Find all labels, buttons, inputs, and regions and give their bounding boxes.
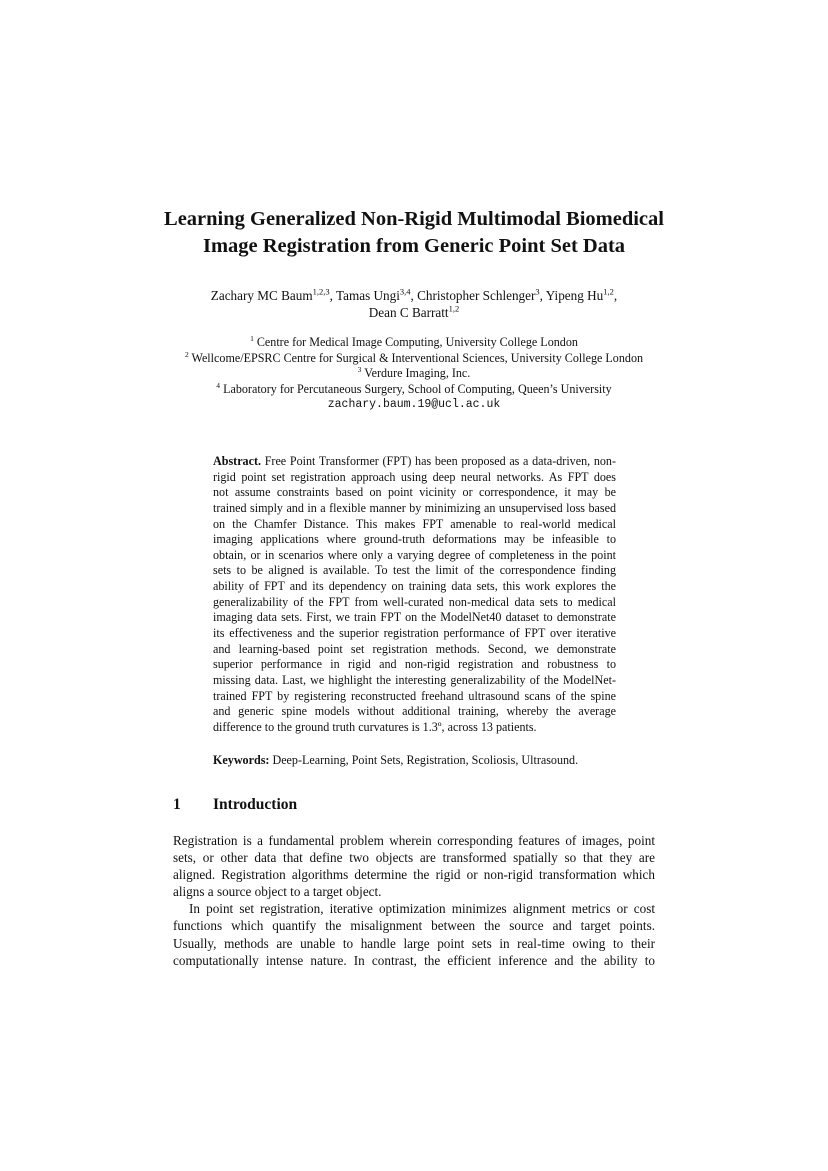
author-affil-mark: 3 [535,286,540,297]
section-number: 1 [173,796,181,813]
affiliation [100,351,728,367]
section-heading [173,795,297,815]
abstract-line: imaging data sets. First, we train FPT on the ModelNet40 dataset to demonstrate [213,610,616,625]
abstract [213,454,616,736]
author-affil-mark: 1,2 [603,286,614,297]
affiliation-number: 2 [184,349,189,359]
author-list [120,287,708,321]
abstract-line: its effectiveness and the superior registration performance of FPT over iterative [213,626,616,641]
affiliation-number: 4 [216,380,221,390]
author-name: , Tamas Ungi [329,288,400,303]
affiliation-text: Centre for Medical Image Computing, University College London [253,335,578,349]
affiliation-text: Wellcome/EPSRC Centre for Surgical & Interventional Sciences, University College London [188,350,644,365]
abstract-line: missing data. Last, we highlight the interesting generalizability of the ModelNet- [213,672,616,687]
author-name: , Christopher Schlenger [410,288,536,303]
abstract-line: rigid point set registration approach using deep neural networks. As FPT does [213,469,616,484]
abstract-line: imaging applications where ground-truth deformations may be infeasible to [213,532,616,547]
author-affil-mark: 1,2,3 [312,286,330,297]
abstract-line: not assume constraints based on point vicinity or correspondence, it may be [213,485,616,500]
keywords-text: Deep-Learning, Point Sets, Registration, Scoliosis, Ultrasound. [269,753,579,767]
abstract-line: trained simply and in a flexible manner by minimizing an unsupervised loss based [213,500,616,515]
affiliation [100,382,728,398]
section-title: Introduction [213,796,298,813]
affiliation-text: Laboratory for Percutaneous Surgery, School of Computing, Queen’s University [220,381,612,396]
abstract-line: on the Chamfer Distance. This makes FPT amenable to real-world medical [213,516,616,531]
author-name: , Yipeng Hu [539,288,604,303]
author-line [120,304,708,321]
paper-title [120,206,708,260]
title-line: Learning Generalized Non-Rigid Multimodal Biomedical [164,208,664,230]
affiliation [100,335,728,351]
affiliation [100,366,728,382]
abstract-line: and learning-based point set registration methods. Second, we demonstrate [213,641,616,656]
affiliations [100,335,728,413]
abstract-text: Free Point Transformer (FPT) has been proposed as a data-driven, non- [261,454,616,468]
body-line: In point set registration, iterative optimization minimizes alignment metrics or cost [189,901,655,917]
body-line: Usually, methods are unable to handle large point sets in real-time owing to their [173,935,655,951]
body-line: computationally intense nature. In contrast, the efficient inference and the ability to [173,952,655,968]
title-line: Image Registration from Generic Point Set Data [202,235,626,257]
abstract-line: obtain, or in scenarios where only a varying degree of completeness in the point [213,547,616,562]
author-affil-mark: 1,2 [448,303,460,314]
contact-email: zachary.baum.19@ucl.ac.uk [327,398,501,411]
abstract-line: ability of FPT and its dependency on training data sets, this work explores the [213,579,616,594]
abstract-line: trained FPT by registering reconstructed freehand ultrasound scans of the spine [213,688,616,703]
keywords-label: Keywords: [213,753,270,767]
author-affil-mark: 3,4 [399,286,411,297]
body-line: functions which quantify the misalignment between the source and target points. [173,918,655,934]
abstract-line: and generic spine models without additional training, whereby the average [213,704,616,719]
body-line: Registration is a fundamental problem wherein corresponding features of images, point [173,833,655,848]
author-name: Zachary MC Baum [210,288,313,303]
abstract-line: sets to be aligned is available. To test the limit of the correspondence finding [213,563,616,578]
author-name: Dean C Barratt [368,305,449,320]
keywords [213,753,616,769]
body-text [173,832,655,969]
abstract-line [213,454,616,470]
author-separator: , [613,288,618,303]
abstract-line: superior performance in rigid and non-rigid registration and robustness to [213,657,616,672]
body-line: aligned. Registration algorithms determine the rigid or non-rigid transformation which [173,867,655,883]
body-line: aligns a source object to a target object. [173,884,382,900]
author-line [120,287,708,304]
abstract-label: Abstract. [213,454,262,468]
affiliation-text: Verdure Imaging, Inc. [361,366,471,380]
body-line: sets, or other data that define two objects are transformed spatially so that they are [173,850,655,866]
abstract-line: generalizability of the FPT from well-curated non-medical data sets to medical [213,594,616,609]
affiliation-number: 1 [250,333,254,343]
abstract-line: difference to the ground truth curvatures is 1.3º, across 13 patients. [213,719,537,734]
affiliation-number: 3 [357,364,362,374]
